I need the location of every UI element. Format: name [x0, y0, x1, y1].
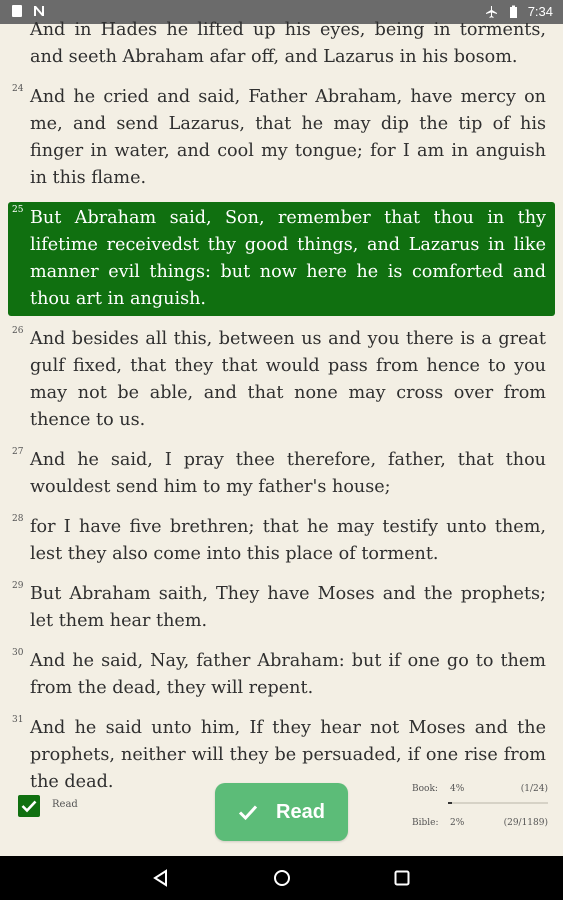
book-progress-bar — [448, 802, 548, 804]
verse-text: And in Hades he lifted up his eyes, being in torments, and seeth Abraham afar off, and Lazarus in his bosom. — [30, 20, 546, 67]
back-icon[interactable] — [151, 868, 171, 888]
recent-apps-icon[interactable] — [392, 868, 412, 888]
book-label: Book: — [412, 784, 438, 794]
read-checkbox-label: Read — [52, 799, 78, 810]
read-button-label: Read — [276, 800, 325, 823]
check-icon — [238, 804, 258, 820]
verse-text: And he cried and said, Father Abraham, have mercy on me, and send Lazarus, that he may dip the tip of his finger in water, and cool my tongue; for I am in anguish in this flame. — [30, 87, 546, 188]
verse-text: And he said, I pray thee therefore, father, that thou wouldest send him to my father's house; — [30, 450, 546, 497]
verse[interactable] — [8, 645, 555, 705]
verse-number: 31 — [12, 715, 24, 725]
read-button[interactable] — [215, 783, 348, 841]
verse-text: And besides all this, between us and you there is a great gulf fixed, that they that would pass from hence to you may not be able, and that none may cross over from thence to us. — [30, 329, 546, 430]
verse-number: 27 — [12, 447, 24, 457]
book-percent: 4% — [450, 784, 465, 794]
status-time: 7:34 — [527, 4, 553, 19]
book-count: (1/24) — [520, 784, 548, 794]
bible-percent: 2% — [450, 818, 465, 828]
navigation-bar — [0, 856, 563, 900]
verse-highlighted[interactable] — [8, 202, 555, 316]
verse-text: But Abraham said, Son, remember that thou in thy lifetime receivedst thy good things, and Lazarus in like manner evil things: but now here he is comforted and thou art in anguish. — [30, 208, 546, 309]
verse[interactable] — [8, 444, 555, 504]
bible-label: Bible: — [412, 818, 439, 828]
verse-number: 30 — [12, 648, 24, 658]
reading-progress — [412, 784, 548, 832]
verse-number: 28 — [12, 514, 24, 524]
verse[interactable] — [8, 511, 555, 571]
verse-text: for I have five brethren; that he may testify unto them, lest they also come into this place of torment. — [30, 517, 546, 564]
verse-number: 29 — [12, 581, 24, 591]
bible-count: (29/1189) — [503, 818, 548, 828]
verse-text: And he said unto him, If they hear not Moses and the prophets, neither will they be persuaded, if one rise from the dead. — [30, 718, 546, 792]
verse-text: But Abraham saith, They have Moses and the prophets; let them hear them. — [30, 584, 546, 631]
verse[interactable] — [8, 323, 555, 437]
verse[interactable] — [8, 14, 555, 74]
verse-number: 26 — [12, 326, 24, 336]
verse-number: 24 — [12, 84, 24, 94]
read-checkbox[interactable] — [18, 795, 40, 817]
home-icon[interactable] — [272, 868, 292, 888]
verse-number: 25 — [12, 205, 24, 215]
checkmark-icon — [21, 799, 37, 813]
book-progress-fill — [448, 802, 452, 804]
verse-text: And he said, Nay, father Abraham: but if one go to them from the dead, they will repent. — [30, 651, 546, 698]
verse[interactable] — [8, 578, 555, 638]
verse[interactable] — [8, 81, 555, 195]
